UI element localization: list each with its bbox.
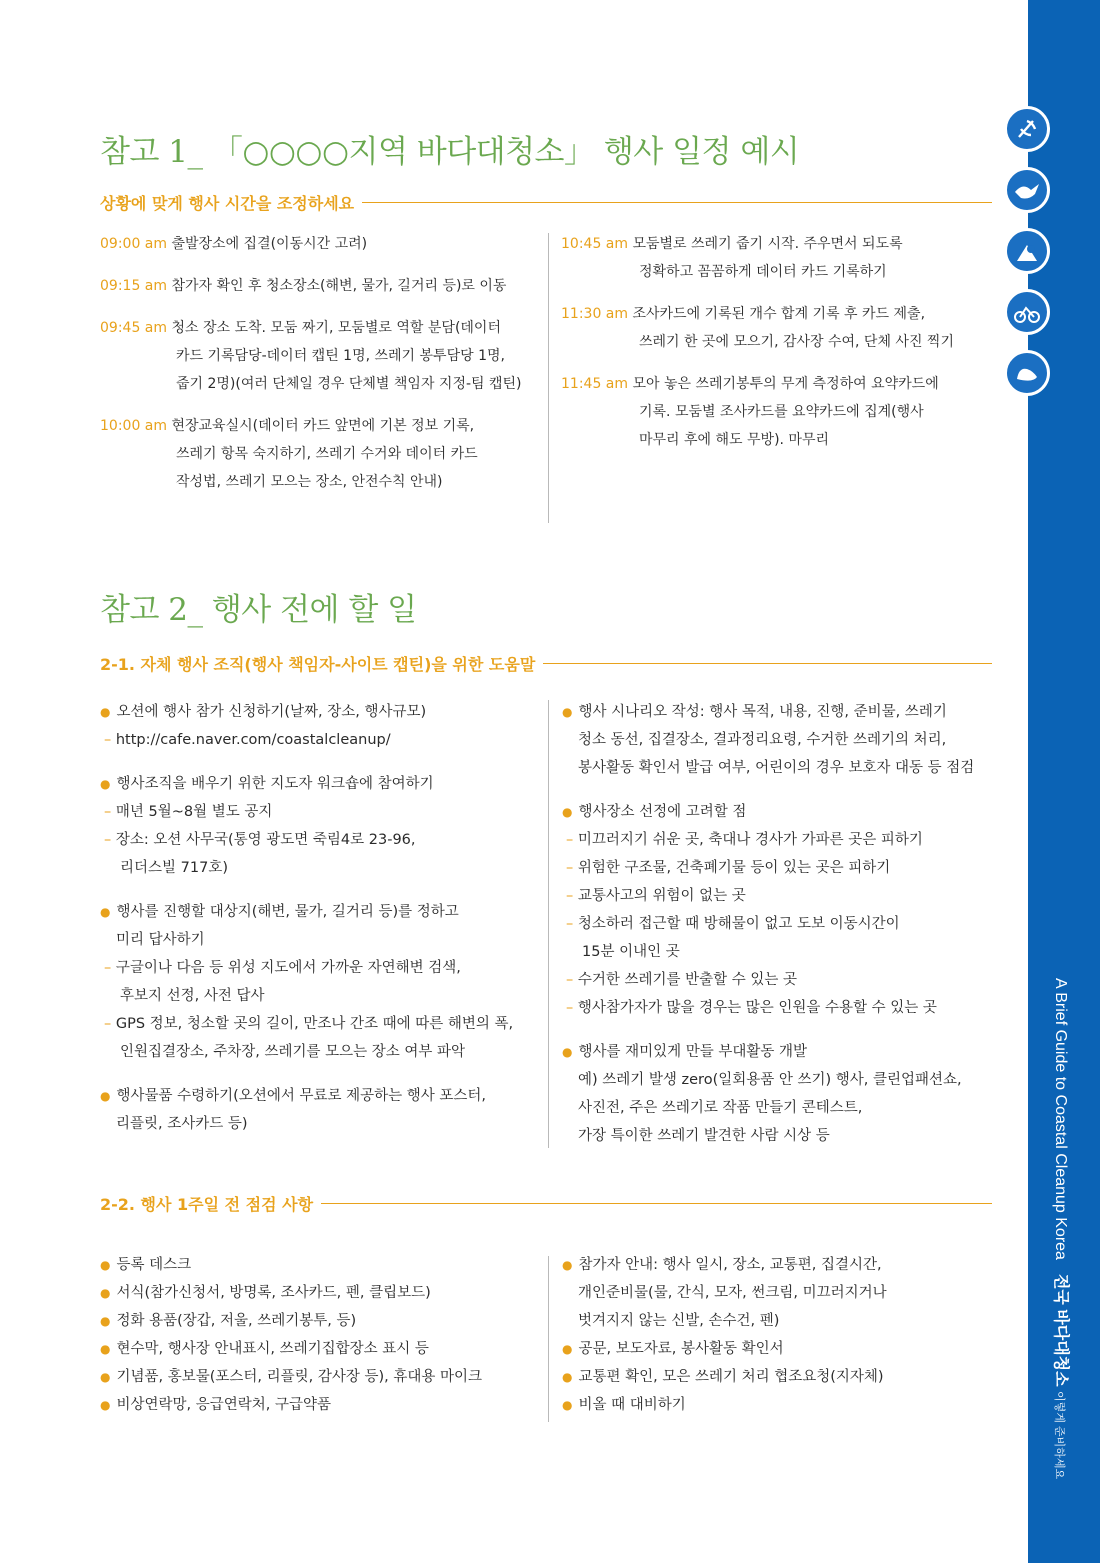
subheading-rule xyxy=(321,1203,992,1204)
bullet-line xyxy=(562,798,1002,826)
dash-line xyxy=(562,882,1002,910)
section2-1-heading xyxy=(100,652,992,675)
dash-line xyxy=(100,1010,540,1038)
dash-marker: – xyxy=(566,888,578,904)
bullet-icon: ● xyxy=(562,1258,573,1272)
sub2-right-list xyxy=(562,1251,1002,1419)
list-item xyxy=(100,1335,540,1363)
sub1-left-list xyxy=(100,698,540,1154)
list-item xyxy=(100,1251,540,1279)
bullet-line xyxy=(100,1279,540,1307)
dash-text: 청소하러 접근할 때 방해물이 없고 도보 이동시간이 xyxy=(577,916,900,932)
bullet-text: 비올 때 대비하기 xyxy=(578,1397,686,1413)
list-item xyxy=(562,1251,1002,1335)
dash-marker: – xyxy=(104,1016,116,1032)
list-item xyxy=(100,1307,540,1335)
bullet-icon: ● xyxy=(562,1045,573,1059)
schedule-time: 09:00 am xyxy=(100,236,168,252)
dash-line xyxy=(100,726,540,754)
bullet-text: 오션에 행사 참가 신청하기(날짜, 장소, 행사규모) xyxy=(116,704,427,720)
guide-english-label: A Brief Guide to Coastal Cleanup Korea xyxy=(1052,978,1069,1260)
list-item xyxy=(100,698,540,754)
guide-korean-main: 전국 바다대청소 xyxy=(1052,1273,1069,1387)
dash-text: GPS 정보, 청소할 곳의 길이, 만조나 간조 때에 따른 해변의 폭, xyxy=(115,1016,514,1032)
bullet-continuation: 리플릿, 조사카드 등) xyxy=(116,1116,248,1132)
bullet-icon: ● xyxy=(100,1258,111,1272)
bullet-line xyxy=(100,1335,540,1363)
schedule-right-column xyxy=(561,230,1001,468)
dash-marker: – xyxy=(566,916,578,932)
dash-text: 미끄러지기 쉬운 곳, 축대나 경사가 가파른 곳은 피하기 xyxy=(577,832,923,848)
schedule-text: 참가자 확인 후 청소장소(해변, 물가, 길거리 등)로 이동 xyxy=(171,278,507,294)
schedule-time: 11:30 am xyxy=(561,306,629,322)
list-item xyxy=(562,1335,1002,1363)
dash-text: http://cafe.naver.com/coastalcleanup/ xyxy=(115,732,391,748)
schedule-time: 09:15 am xyxy=(100,278,168,294)
schedule-item xyxy=(100,272,540,300)
schedule-time: 10:45 am xyxy=(561,236,629,252)
bullet-icon: ● xyxy=(562,705,573,719)
bullet-continuation: 사진전, 주은 쓰레기로 작품 만들기 콘테스트, xyxy=(578,1100,863,1116)
bullet-line xyxy=(562,1335,1002,1363)
diver-icon xyxy=(1004,228,1050,274)
dash-text: 수거한 쓰레기를 반출할 수 있는 곳 xyxy=(577,972,798,988)
section2-2-heading-text: 2-2. 행사 1주일 전 점검 사항 xyxy=(100,1195,314,1214)
bullet-line xyxy=(562,1363,1002,1391)
schedule-left-column xyxy=(100,230,540,510)
subheading-rule xyxy=(543,663,992,664)
bullet-icon: ● xyxy=(100,905,111,919)
bullet-text: 정화 용품(장갑, 저울, 쓰레기봉투, 등) xyxy=(116,1313,357,1329)
bullet-line xyxy=(562,1251,1002,1279)
schedule-time: 09:45 am xyxy=(100,320,168,336)
bullet-continuation: 개인준비물(물, 간식, 모자, 썬크림, 미끄러지거나 xyxy=(578,1285,887,1301)
bullet-icon: ● xyxy=(562,805,573,819)
section1-title: 참고 1_ 「○○○○지역 바다대청소」 행사 일정 예시 xyxy=(100,134,800,170)
list-item xyxy=(100,1082,540,1138)
dash-text: 장소: 오션 사무국(통영 광도면 죽림4로 23-96, xyxy=(115,832,416,848)
bullet-text: 행사물품 수령하기(오션에서 무료로 제공하는 행사 포스터, xyxy=(116,1088,486,1104)
schedule-continuation: 쓰레기 한 곳에 모으기, 감사장 수여, 단체 사진 찍기 xyxy=(639,334,954,350)
sub2-left-list xyxy=(100,1251,540,1419)
schedule-continuation: 정확하고 꼼꼼하게 데이터 카드 기록하기 xyxy=(639,264,887,280)
schedule-item xyxy=(561,230,1001,286)
bullet-icon: ● xyxy=(100,1398,111,1412)
dash-text: 매년 5월~8월 별도 공지 xyxy=(115,804,273,820)
bullet-continuation: 청소 동선, 집결장소, 결과정리요령, 수거한 쓰레기의 처리, xyxy=(578,732,947,748)
bullet-line xyxy=(562,1038,1002,1066)
bullet-line xyxy=(562,1391,1002,1419)
dash-continuation: 15분 이내인 곳 xyxy=(582,944,680,960)
bullet-text: 공문, 보도자료, 봉사활동 확인서 xyxy=(578,1341,784,1357)
schedule-item xyxy=(100,412,540,496)
bullet-icon: ● xyxy=(562,1370,573,1384)
dash-line xyxy=(562,910,1002,938)
bullet-icon: ● xyxy=(100,777,111,791)
list-item xyxy=(562,1363,1002,1391)
bullet-line xyxy=(100,1363,540,1391)
column-divider xyxy=(548,1256,549,1422)
bullet-continuation: 가장 특이한 쓰레기 발견한 사람 시상 등 xyxy=(578,1128,830,1144)
bullet-line xyxy=(100,1307,540,1335)
schedule-continuation: 줍기 2명)(여러 단체일 경우 단체별 책임자 지정-팀 캡틴) xyxy=(176,376,522,392)
dash-text: 행사참가자가 많을 경우는 많은 인원을 수용할 수 있는 곳 xyxy=(577,1000,937,1016)
bullet-line xyxy=(100,770,540,798)
schedule-text: 현장교육실시(데이터 카드 앞면에 기본 정보 기록, xyxy=(171,418,475,434)
section2-2-heading xyxy=(100,1192,992,1215)
list-item xyxy=(100,898,540,1066)
bicycle-icon xyxy=(1004,289,1050,335)
bullet-continuation: 벗겨지지 않는 신발, 손수건, 펜) xyxy=(578,1313,780,1329)
bullet-text: 등록 데스크 xyxy=(116,1257,192,1273)
bullet-line xyxy=(100,898,540,926)
bullet-text: 행사조직을 배우기 위한 지도자 워크숍에 참여하기 xyxy=(116,776,434,792)
column-divider xyxy=(548,700,549,1148)
bullet-line xyxy=(100,1391,540,1419)
bullet-text: 행사장소 선정에 고려할 점 xyxy=(578,804,747,820)
schedule-text: 모아 놓은 쓰레기봉투의 무게 측정하여 요약카드에 xyxy=(632,376,939,392)
bullet-line xyxy=(100,1082,540,1110)
schedule-item xyxy=(561,370,1001,454)
dash-marker: – xyxy=(104,732,116,748)
schedule-item xyxy=(100,314,540,398)
schedule-text: 출발장소에 집결(이동시간 고려) xyxy=(171,236,368,252)
list-item xyxy=(100,1363,540,1391)
dash-marker: – xyxy=(104,804,116,820)
dash-marker: – xyxy=(566,860,578,876)
dash-line xyxy=(562,994,1002,1022)
dash-text: 구글이나 다음 등 위성 지도에서 가까운 자연해변 검색, xyxy=(115,960,461,976)
bullet-continuation: 미리 답사하기 xyxy=(116,932,205,948)
schedule-line xyxy=(561,370,1001,398)
bullet-text: 참가자 안내: 행사 일시, 장소, 교통편, 집결시간, xyxy=(578,1257,882,1273)
bullet-icon: ● xyxy=(562,1342,573,1356)
list-item xyxy=(562,1038,1002,1150)
bullet-text: 교통편 확인, 모은 쓰레기 처리 협조요청(지자체) xyxy=(578,1369,884,1385)
bullet-continuation: 예) 쓰레기 발생 zero(일회용품 안 쓰기) 행사, 클린업패션쇼, xyxy=(578,1072,962,1088)
section1-subheading xyxy=(100,191,992,214)
bullet-line xyxy=(100,1251,540,1279)
dash-marker: – xyxy=(566,972,578,988)
dash-text: 위험한 구조물, 건축폐기물 등이 있는 곳은 피하기 xyxy=(577,860,891,876)
bullet-icon: ● xyxy=(100,1089,111,1103)
guide-korean-small: 이렇게 준비하세요 xyxy=(1053,1391,1065,1480)
net-fishing-icon xyxy=(1004,106,1050,152)
bullet-continuation: 봉사활동 확인서 발급 여부, 어린이의 경우 보호자 대동 등 점검 xyxy=(578,760,975,776)
schedule-continuation: 카드 기록담당-데이터 캡틴 1명, 쓰레기 봉투담당 1명, xyxy=(176,348,505,364)
list-item xyxy=(562,1391,1002,1419)
schedule-continuation: 쓰레기 항목 숙지하기, 쓰레기 수거와 데이터 카드 xyxy=(176,446,478,462)
dash-line xyxy=(100,826,540,854)
bullet-text: 비상연락망, 응급연락처, 구급약품 xyxy=(116,1397,332,1413)
bullet-icon: ● xyxy=(562,1398,573,1412)
bird-icon xyxy=(1004,167,1050,213)
dash-line xyxy=(562,826,1002,854)
schedule-line xyxy=(100,272,540,300)
section2-1-heading-text: 2-1. 자체 행사 조직(행사 책임자-사이트 캡틴)을 위한 도움말 xyxy=(100,655,536,674)
schedule-text: 모둠별로 쓰레기 줍기 시작. 주우면서 되도록 xyxy=(632,236,903,252)
schedule-text: 조사카드에 기록된 개수 합계 기록 후 카드 제출, xyxy=(632,306,926,322)
list-item xyxy=(562,798,1002,1022)
bullet-text: 행사를 진행할 대상지(해변, 물가, 길거리 등)를 정하고 xyxy=(116,904,459,920)
bullet-text: 현수막, 행사장 안내표시, 쓰레기집합장소 표시 등 xyxy=(116,1341,429,1357)
schedule-text: 청소 장소 도착. 모둠 짜기, 모둠별로 역할 분담(데이터 xyxy=(171,320,501,336)
schedule-line xyxy=(561,230,1001,258)
list-item xyxy=(100,770,540,882)
schedule-line xyxy=(100,230,540,258)
column-divider xyxy=(548,233,549,523)
list-item xyxy=(100,1391,540,1419)
dash-line xyxy=(100,798,540,826)
bullet-text: 행사를 재미있게 만들 부대활동 개발 xyxy=(578,1044,808,1060)
dash-text: 교통사고의 위험이 없는 곳 xyxy=(577,888,746,904)
guide-korean-label xyxy=(1052,1274,1069,1479)
bullet-line xyxy=(100,698,540,726)
bullet-icon: ● xyxy=(100,1286,111,1300)
dash-marker: – xyxy=(566,832,578,848)
subheading-rule xyxy=(362,202,992,203)
bullet-icon: ● xyxy=(100,1342,111,1356)
schedule-time: 11:45 am xyxy=(561,376,629,392)
dash-line xyxy=(100,954,540,982)
schedule-continuation: 기록. 모둠별 조사카드를 요약카드에 집계(행사 xyxy=(639,404,924,420)
schedule-line xyxy=(561,300,1001,328)
schedule-line xyxy=(100,412,540,440)
list-item xyxy=(100,1279,540,1307)
sub1-right-list xyxy=(562,698,1002,1166)
schedule-item xyxy=(100,230,540,258)
vertical-guide-text xyxy=(1051,978,1074,1479)
schedule-line xyxy=(100,314,540,342)
section1-subheading-text: 상황에 맞게 행사 시간을 조정하세요 xyxy=(100,194,355,213)
bullet-text: 서식(참가신청서, 방명록, 조사카드, 펜, 클립보드) xyxy=(116,1285,431,1301)
section2-title: 참고 2_ 행사 전에 할 일 xyxy=(100,592,417,628)
bullet-text: 기념품, 홍보물(포스터, 리플릿, 감사장 등), 휴대용 마이크 xyxy=(116,1369,483,1385)
bullet-icon: ● xyxy=(100,1370,111,1384)
shoe-icon xyxy=(1004,350,1050,396)
dash-marker: – xyxy=(104,832,116,848)
dash-marker: – xyxy=(104,960,116,976)
dash-continuation: 리더스빌 717호) xyxy=(120,860,228,876)
bullet-icon: ● xyxy=(100,705,111,719)
list-item xyxy=(562,698,1002,782)
dash-line xyxy=(562,966,1002,994)
dash-continuation: 인원집결장소, 주차장, 쓰레기를 모으는 장소 여부 파악 xyxy=(120,1044,466,1060)
schedule-continuation: 작성법, 쓰레기 모으는 장소, 안전수칙 안내) xyxy=(176,474,443,490)
dash-marker: – xyxy=(566,1000,578,1016)
dash-continuation: 후보지 선정, 사전 답사 xyxy=(120,988,265,1004)
bullet-icon: ● xyxy=(100,1314,111,1328)
bullet-line xyxy=(562,698,1002,726)
bullet-text: 행사 시나리오 작성: 행사 목적, 내용, 진행, 준비물, 쓰레기 xyxy=(578,704,947,720)
dash-line xyxy=(562,854,1002,882)
schedule-time: 10:00 am xyxy=(100,418,168,434)
schedule-item xyxy=(561,300,1001,356)
schedule-continuation: 마무리 후에 해도 무방). 마무리 xyxy=(639,432,830,448)
